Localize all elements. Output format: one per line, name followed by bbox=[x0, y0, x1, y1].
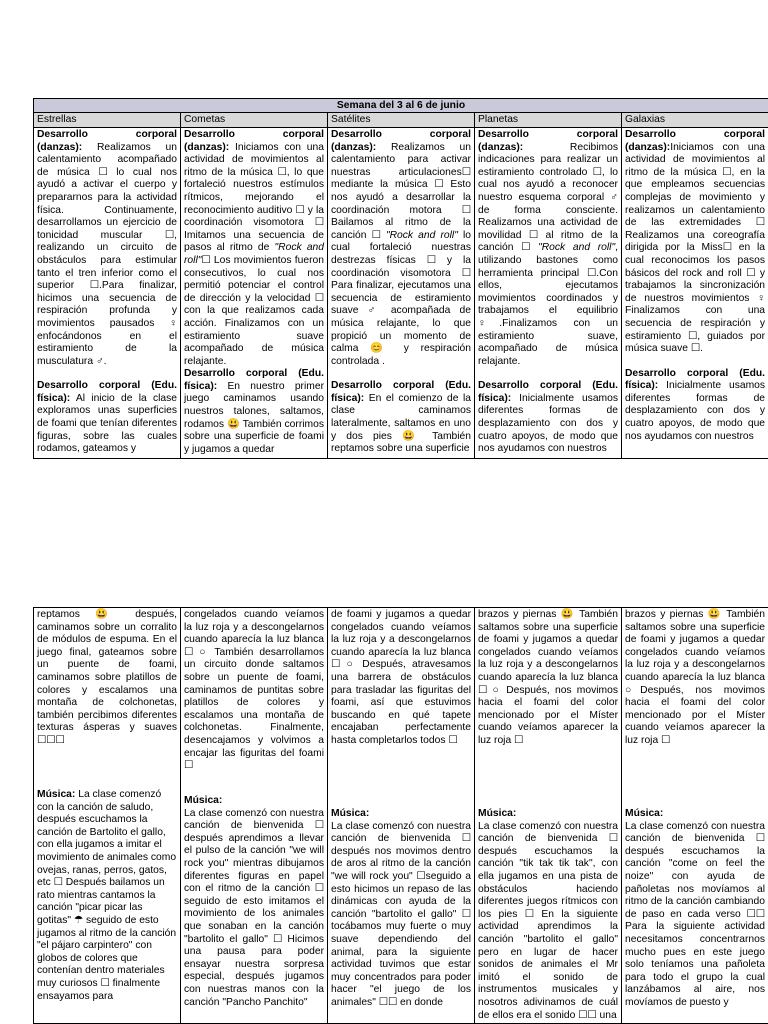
column-header-galaxias: Galaxias bbox=[622, 113, 768, 128]
section-text: brazos y piernas 😃 También saltamos sobre una superficie de foami y jugamos a quedar congelados cuando veíamos la luz roja y a descongelarnos cuando aparecía la luz blanca ☐ ○ Después, nos movimos hacia el foami del color mencionado por el Míster cuando veíamos aparecer la luz roja ☐ bbox=[478, 609, 618, 746]
column-header-satelites: Satélites bbox=[328, 113, 475, 128]
section-text: La clase comenzó con nuestra canción de bienvenida ☐ después nos movimos dentro de aros al ritmo de la canción "we will rock you" ☐seguido a esto hicimos un repaso de las dinámicas con ayuda de la canción "bartolito el gallo" ☐ tocábamos muy fuerte o muy suave dependiendo del animal, para la siguiente actividad tuvimos que estar muy concentrados para poder hacer "el juego de los animales" ☐☐ en donde bbox=[331, 820, 471, 1008]
section-text: En el comienzo de la clase caminamos lateralmente, saltamos en uno y dos pies 😃 También reptamos sobre una superficie bbox=[331, 392, 471, 455]
section-heading: Desarrollo corporal (danzas): bbox=[184, 129, 324, 153]
section-text: Inicialmente usamos diferentes formas de desplazamiento con dos y cuatro apoyos, de modo que nos ayudamos con nuestros bbox=[478, 392, 618, 455]
song-title: "Rock and roll" bbox=[538, 242, 616, 254]
section-text: ☐ Los movimientos fueron consecutivos, lo cual nos permitió potenciar el control de dirección y la velocidad ☐ con la que realizamos cada acción. Finalizamos con un estiramiento suave acompañado de música relajante. bbox=[184, 254, 324, 367]
section-text: La clase comenzó con nuestra canción de bienvenida ☐ después aprendimos a llevar el pulso de la canción "we will rock you" mientras dibujamos diferentes figuras en papel con el ritmo de la canción ☐ seguido de esto imitamos el movimiento de los animales que sonaban en la canción "bartolito el gallo" ☐ Hicimos una pausa para poder ensayar nuestra sorpresa especial, después jugamos con nuestras manos con la canción "Pancho Panchito" bbox=[184, 807, 324, 1008]
section-text: Iniciamos con una actividad de movimientos al ritmo de la música ☐, lo que fortaleció nuestros estímulos rítmicos, mejorando el reconocimiento auditivo ☐ y la coordinación visomotora ☐ Imitamos una secuencia de pasos al ritmo de bbox=[184, 141, 324, 254]
section-text: Realizamos un calentamiento para activar nuestras articulaciones☐ mediante la música ☐ Esto nos ayudó a desarrollar la coordinación motora ☐ Bailamos al ritmo de la canción ☐ bbox=[331, 141, 471, 241]
section-heading: Desarrollo corporal (danzas): bbox=[37, 129, 177, 153]
section-text: La clase comenzó con la canción de saludo, después escuchamos la canción de Bartolito el gallo, con ella jugamos a imitar el movimiento de animales como ovejas, ranas, perros, gatos, etc ☐ Después bailamos un rato mientras cantamos la canción "picar picar las gotitas" ☂ seguido de esto jugamos al ritmo de la canción "el pájaro carpintero" con globos de colores que contenían dentro materiales muy curiosos ☐ finalmente ensayamos para bbox=[37, 789, 177, 1002]
section-text: congelados cuando veíamos la luz roja y a descongelarnos cuando aparecía la luz blanca ☐ ○ También desarrollamos un circuito donde saltamos sobre un puente de foami, caminamos de puntitas sobre platillos de colores y escalamos una montaña de colchonetas. Finalmente, desencajamos y volvimos a encajar las figuritas del foami ☐ bbox=[184, 609, 324, 772]
section-text: Recibimos indicaciones para realizar un estiramiento controlado ☐, lo cual nos ayudó a reconocer nuestro esquema corporal ♂ de forma consciente. Realizamos una actividad de movilidad ☐ al ritmo de la canción ☐ bbox=[478, 141, 618, 254]
cell-planetas-page-2 bbox=[475, 608, 622, 1024]
section-text: Al inicio de la clase exploramos unas superficies de foami que tenían diferentes figuras, sobre las cuales rodamos, gateamos y bbox=[37, 392, 177, 455]
section-text: reptamos 😃 después, caminamos sobre un corralito de módulos de espuma. En el juego final, gateamos sobre un puente de foami, caminamos sobre platillos de colores y escalamos una montaña de colchonetas, también percibimos diferentes texturas ásperas y suaves ☐☐☐ bbox=[37, 609, 177, 746]
cell-satelites-page-2 bbox=[328, 608, 475, 1024]
section-text: La clase comenzó con nuestra canción de bienvenida ☐ después escuchamos la canción "come on feel the noize" con ayuda de pañoletas nos movíamos al ritmo de la canción cambiando de paso en cada verso ☐☐ Para la siguiente actividad necesitamos concentrarnos mucho pues en este juego solo teníamos una pañoleta para todo el grupo la cual lanzábamos al aire, nos movíamos de puesto y bbox=[625, 820, 765, 1008]
section-text: , utilizando bastones como herramienta principal ☐.Con ellos, ejecutamos movimientos coordinados y trabajamos el equilibrio ♀.Finalizamos con un estiramiento suave, acompañado de música relajante. bbox=[478, 242, 618, 367]
section-text: Inicialmente usamos diferentes formas de desplazamiento con dos y cuatro apoyos, de modo que nos ayudamos con nuestros bbox=[625, 380, 766, 442]
cell-estrellas-page-1 bbox=[34, 128, 181, 459]
column-header-cometas: Cometas bbox=[181, 113, 328, 128]
section-text: En nuestro primer juego caminamos usando nuestros talones, saltamos, rodamos 😃 También corrimos sobre una superficie de foami y jugamos a quedar bbox=[184, 380, 324, 455]
section-heading: Música: bbox=[331, 808, 370, 819]
song-title: "Rock and roll" bbox=[385, 229, 458, 241]
section-text: Iniciamos con una actividad de movimientos al ritmo de la música ☐, en la que empleamos secuencias complejas de movimiento y realizamos un calentamiento de las extremidades ☐ Realizamos una coreografía dirigida por la Miss☐ en la cual reconocimos los pasos básicos del rock and roll ☐ y trabajamos la sincronización de nuestros movimientos ♀ Finalizamos con una secuencia de respiración y estiramiento ☐, guiados por música suave ☐. bbox=[625, 141, 766, 355]
section-heading: Desarrollo corporal (Edu. física): bbox=[478, 380, 618, 404]
cell-cometas-page-2 bbox=[181, 608, 328, 1024]
section-heading: Desarrollo corporal (danzas): bbox=[331, 129, 471, 153]
cell-galaxias-page-1 bbox=[622, 128, 768, 459]
schedule-table-page-2 bbox=[33, 607, 768, 1024]
section-heading: Desarrollo corporal (Edu. física): bbox=[184, 368, 324, 392]
section-heading: Música: bbox=[184, 795, 223, 806]
column-header-planetas: Planetas bbox=[475, 113, 622, 128]
section-text: lo cual fortaleció nuestras destrezas físicas ☐ y la coordinación visomotora ☐ Para finalizar, ejecutamos una secuencia de estiramiento suave ♂ acompañada de música relajante, lo que propició un momento de calma 😊 y respiración controlada . bbox=[331, 229, 471, 367]
cell-satelites-page-1 bbox=[328, 128, 475, 459]
cell-cometas-page-1 bbox=[181, 128, 328, 459]
section-text: Realizamos un calentamiento acompañado de música ☐ lo cual nos ayudó a activar el cuerpo y prepararnos para la actividad física. Continuamente, desarrollamos un ejercicio de tonicidad muscular ☐, realizando un circuito de obstáculos para estimular tanto el tren inferior como el superior ☐.Para finalizar, hicimos una secuencia de respiración profunda y movimientos pausados ♀ enfocándonos en el estiramiento de la musculatura ♂. bbox=[37, 141, 177, 367]
section-heading: Música: bbox=[478, 808, 517, 819]
week-title: Semana del 3 al 6 de junio bbox=[34, 99, 768, 113]
section-heading: Desarrollo corporal (Edu. física): bbox=[331, 380, 471, 404]
section-heading: Desarrollo corporal (Edu. física): bbox=[625, 367, 766, 392]
schedule-table-page-1 bbox=[33, 98, 768, 459]
section-heading: Música: bbox=[37, 789, 76, 800]
cell-planetas-page-1 bbox=[475, 128, 622, 459]
section-text: de foami y jugamos a quedar congelados cuando veíamos la luz roja y a descongelarnos cuando aparecía la luz blanca ☐ ○ Después, atravesamos una barrera de obstáculos para trasladar las figuritas del foami, así que estuvimos buscando en qué tapete encajaban perfectamente hasta completarlos todos ☐ bbox=[331, 609, 471, 746]
section-heading: Desarrollo corporal (Edu. física): bbox=[37, 380, 177, 404]
section-text: brazos y piernas 😃 También saltamos sobre una superficie de foami y jugamos a quedar congelados cuando veíamos la luz roja y a descongelarnos cuando aparecía la luz blanca ○Después, nos movimos hacia el foami del color mencionado por el Míster cuando veíamos aparecer la luz roja ☐ bbox=[625, 609, 765, 746]
column-header-estrellas: Estrellas bbox=[34, 113, 181, 128]
cell-galaxias-page-2 bbox=[622, 608, 768, 1024]
cell-estrellas-page-2 bbox=[34, 608, 181, 1024]
song-title: "Rock and roll" bbox=[184, 242, 324, 266]
section-heading: Desarrollo corporal (danzas): bbox=[478, 129, 618, 153]
section-text: La clase comenzó con nuestra canción de bienvenida ☐ después escuchamos la canción "tik tak tik tak", con ella jugamos en una pista de obstáculos haciendo diferentes juegos rítmicos con los pies ☐ En la siguiente actividad aprendimos la canción "bartolito el gallo" pero en lugar de hacer sonidos de animales el Mr imitó el sonido de instrumentos musicales y nosotros adivinamos de cuál de ellos era el sonido ☐☐ una bbox=[478, 820, 618, 1021]
section-heading: Música: bbox=[625, 808, 664, 819]
section-heading: Desarrollo corporal (danzas): bbox=[625, 129, 766, 153]
